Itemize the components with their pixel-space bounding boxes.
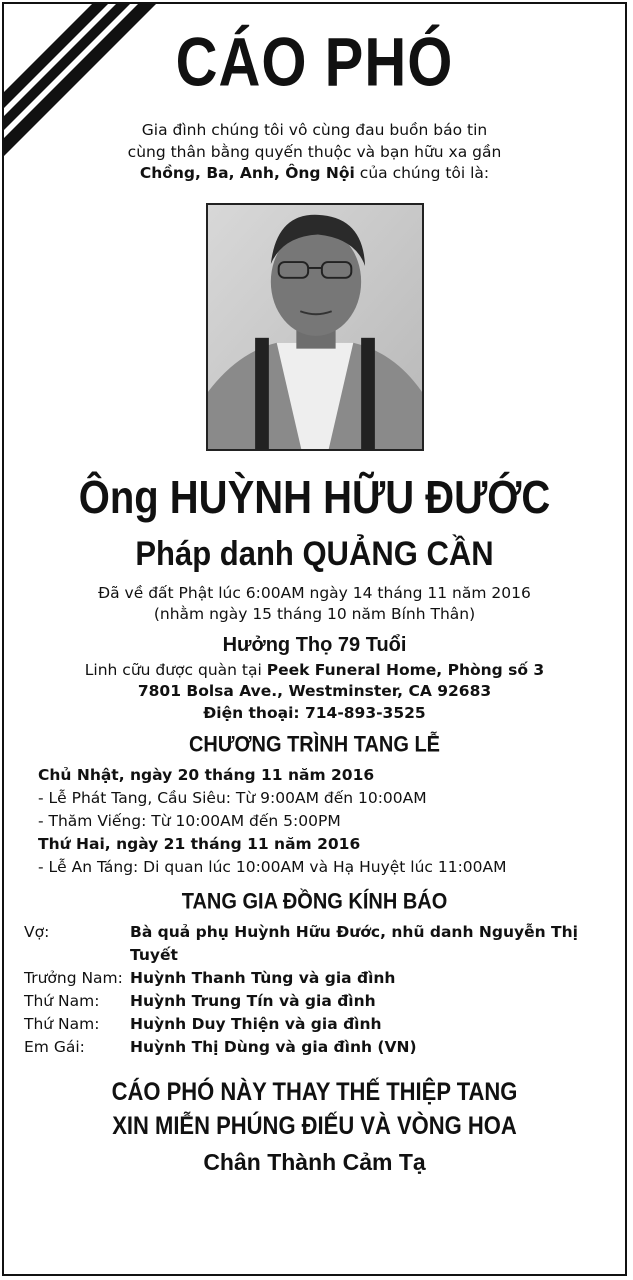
family-member <box>24 990 625 1013</box>
dharma-name: Pháp danh QUẢNG CẦN <box>135 533 494 573</box>
intro-relations: Chồng, Ba, Anh, Ông Nội <box>139 164 355 182</box>
member-name: Huỳnh Trung Tín và gia đình <box>130 992 376 1010</box>
location-phone: Điện thoại: 714-893-3525 <box>203 703 426 722</box>
family-member <box>24 1036 625 1059</box>
member-role: Thứ Nam: <box>24 1015 100 1033</box>
location-place: Peek Funeral Home, Phòng số 3 <box>266 660 545 679</box>
location-address: 7801 Bolsa Ave., Westminster, CA 92683 <box>137 682 492 700</box>
intro-line-3 <box>4 163 625 185</box>
intro-line-1: Gia đình chúng tôi vô cùng đau buồn báo tin <box>141 121 488 139</box>
portrait-photo <box>206 203 424 451</box>
family-member <box>24 1013 625 1036</box>
family-list <box>4 921 625 1059</box>
intro-line-3-suffix: của chúng tôi là: <box>354 164 490 182</box>
program-item: - Lễ An Táng: Di quan lúc 10:00AM và Hạ Huyệt lúc 11:00AM <box>38 858 507 876</box>
member-name: Huỳnh Thanh Tùng và gia đình <box>130 969 396 987</box>
member-name: Huỳnh Thị Dùng và gia đình (VN) <box>130 1038 417 1056</box>
member-name: Bà quả phụ Huỳnh Hữu Đước, nhũ danh Nguyễn Thị Tuyết <box>130 923 578 964</box>
program-item: - Thăm Viếng: Từ 10:00AM đến 5:00PM <box>38 812 341 830</box>
notice-title: CÁO PHÓ <box>175 24 454 101</box>
program-day-1: Chủ Nhật, ngày 20 tháng 11 năm 2016 <box>38 766 375 784</box>
member-name: Huỳnh Duy Thiện và gia đình <box>130 1015 382 1033</box>
intro-line-2: cùng thân bằng quyến thuộc và bạn hữu xa gần <box>127 142 502 161</box>
family-member <box>24 921 625 967</box>
lunar-date: (nhằm ngày 15 tháng 10 năm Bính Thân) <box>153 605 476 623</box>
closing-line-2: XIN MIỄN PHÚNG ĐIẾU VÀ VÒNG HOA <box>112 1111 517 1140</box>
program-item: - Lễ Phát Tang, Cầu Siêu: Từ 9:00AM đến 10:00AM <box>38 789 427 807</box>
member-role: Trưởng Nam: <box>24 969 123 987</box>
location-prefix: Linh cữu được quàn tại <box>84 660 267 679</box>
member-role: Thứ Nam: <box>24 992 100 1010</box>
passing-date: Đã về đất Phật lúc 6:00AM ngày 14 tháng 11 năm 2016 <box>98 583 531 602</box>
viewing-location <box>4 660 625 682</box>
deceased-name: Ông HUỲNH HỮU ĐƯỚC <box>78 472 551 523</box>
obituary-notice <box>2 2 627 1276</box>
member-role: Em Gái: <box>24 1038 85 1056</box>
family-member <box>24 967 625 990</box>
funeral-program <box>4 764 625 879</box>
program-day-2: Thứ Hai, ngày 21 tháng 11 năm 2016 <box>38 835 361 853</box>
closing-line-1: CÁO PHÓ NÀY THAY THẾ THIỆP TANG <box>111 1077 518 1106</box>
member-role: Vợ: <box>24 923 50 941</box>
closing-thanks: Chân Thành Cảm Tạ <box>203 1149 426 1175</box>
program-heading: CHƯƠNG TRÌNH TANG LỄ <box>188 732 441 758</box>
age-text: Hưởng Thọ 79 Tuổi <box>222 633 407 656</box>
family-heading: TANG GIA ĐỒNG KÍNH BÁO <box>181 889 448 915</box>
